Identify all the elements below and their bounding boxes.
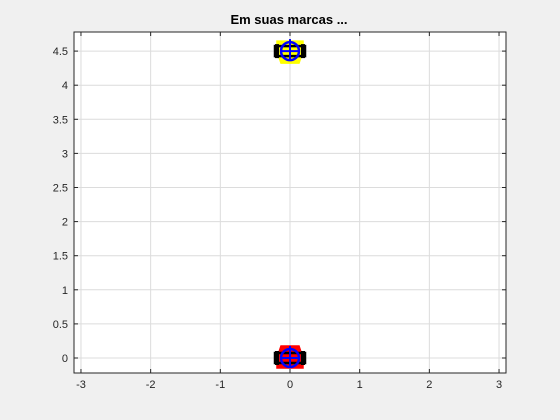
x-tick-label: 3 <box>495 379 503 391</box>
x-tick-label: -2 <box>145 379 156 391</box>
x-tick-label: -1 <box>215 379 226 391</box>
y-tick-label: 2.5 <box>52 182 68 195</box>
robot-red <box>275 346 305 368</box>
y-tick-label: 1.5 <box>52 250 68 263</box>
y-tick-label: 1 <box>61 284 68 297</box>
y-tick-label: 4 <box>61 80 68 93</box>
chart-title: Em suas marcas ... <box>230 12 348 27</box>
x-tick-label: 0 <box>286 379 294 391</box>
y-tick-label: 4.5 <box>52 46 68 59</box>
x-tick-label: -3 <box>76 379 86 391</box>
y-tick-label: 0 <box>61 352 68 365</box>
y-tick-label: 3 <box>61 148 68 161</box>
y-tick-label: 0.5 <box>52 318 68 331</box>
robot-yellow <box>275 39 305 63</box>
y-tick-label: 3.5 <box>52 114 68 127</box>
x-tick-label: 1 <box>356 379 363 391</box>
x-tick-label: 2 <box>426 379 433 391</box>
y-tick-label: 2 <box>61 216 68 229</box>
